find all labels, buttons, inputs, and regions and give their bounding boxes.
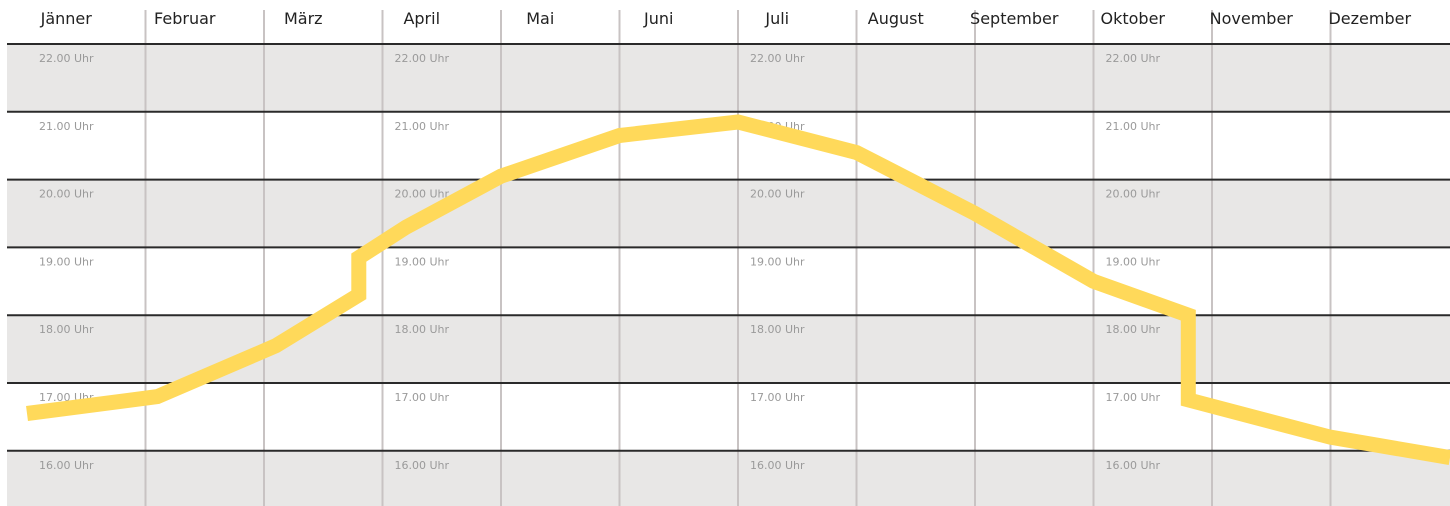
time-label: 17.00 Uhr bbox=[749, 391, 805, 404]
time-label: 21.00 Uhr bbox=[394, 119, 450, 133]
time-label: 19.00 Uhr bbox=[394, 255, 450, 269]
time-label: 18.00 Uhr bbox=[38, 323, 94, 337]
time-label: 20.00 Uhr bbox=[749, 187, 805, 201]
time-label: 16.00 Uhr bbox=[1105, 458, 1161, 472]
month-label: Februar bbox=[154, 9, 216, 28]
month-label: Oktober bbox=[1100, 9, 1165, 28]
time-label: 17.00 Uhr bbox=[394, 391, 450, 404]
time-label: 16.00 Uhr bbox=[749, 458, 805, 472]
time-label: 20.00 Uhr bbox=[394, 187, 450, 201]
month-label: November bbox=[1209, 9, 1293, 28]
time-label: 16.00 Uhr bbox=[38, 458, 94, 472]
month-label: Dezember bbox=[1328, 9, 1412, 28]
band-row bbox=[7, 44, 1450, 112]
time-label: 18.00 Uhr bbox=[394, 323, 450, 337]
time-label: 22.00 Uhr bbox=[1105, 52, 1161, 65]
time-label: 18.00 Uhr bbox=[1105, 323, 1161, 337]
time-label: 20.00 Uhr bbox=[38, 187, 94, 201]
time-label: 19.00 Uhr bbox=[1105, 255, 1161, 269]
month-label: Juni bbox=[644, 9, 674, 28]
time-label: 22.00 Uhr bbox=[394, 52, 450, 65]
time-label: 17.00 Uhr bbox=[1105, 391, 1161, 404]
time-label: 21.00 Uhr bbox=[38, 119, 94, 133]
time-label: 20.00 Uhr bbox=[1105, 187, 1161, 201]
month-label: Juli bbox=[765, 9, 790, 28]
month-header bbox=[40, 9, 1412, 28]
chart-bands bbox=[7, 44, 1450, 506]
time-label: 22.00 Uhr bbox=[749, 52, 805, 65]
time-label: 19.00 Uhr bbox=[38, 255, 94, 269]
month-label: Mai bbox=[526, 9, 555, 28]
month-label: August bbox=[867, 9, 924, 28]
time-label: 16.00 Uhr bbox=[394, 458, 450, 472]
time-labels bbox=[39, 52, 1161, 472]
time-label: 18.00 Uhr bbox=[749, 323, 805, 337]
band-row bbox=[7, 180, 1450, 248]
time-label: 22.00 Uhr bbox=[38, 52, 94, 65]
month-label: April bbox=[403, 9, 441, 28]
time-label: 21.00 Uhr bbox=[749, 119, 805, 133]
time-label: 17.00 Uhr bbox=[38, 391, 94, 404]
month-label: März bbox=[283, 9, 323, 28]
band-row bbox=[7, 451, 1450, 506]
month-label: September bbox=[970, 9, 1059, 28]
time-label: 21.00 Uhr bbox=[1105, 119, 1161, 133]
month-label: Jänner bbox=[40, 9, 92, 28]
time-label: 19.00 Uhr bbox=[749, 255, 805, 269]
